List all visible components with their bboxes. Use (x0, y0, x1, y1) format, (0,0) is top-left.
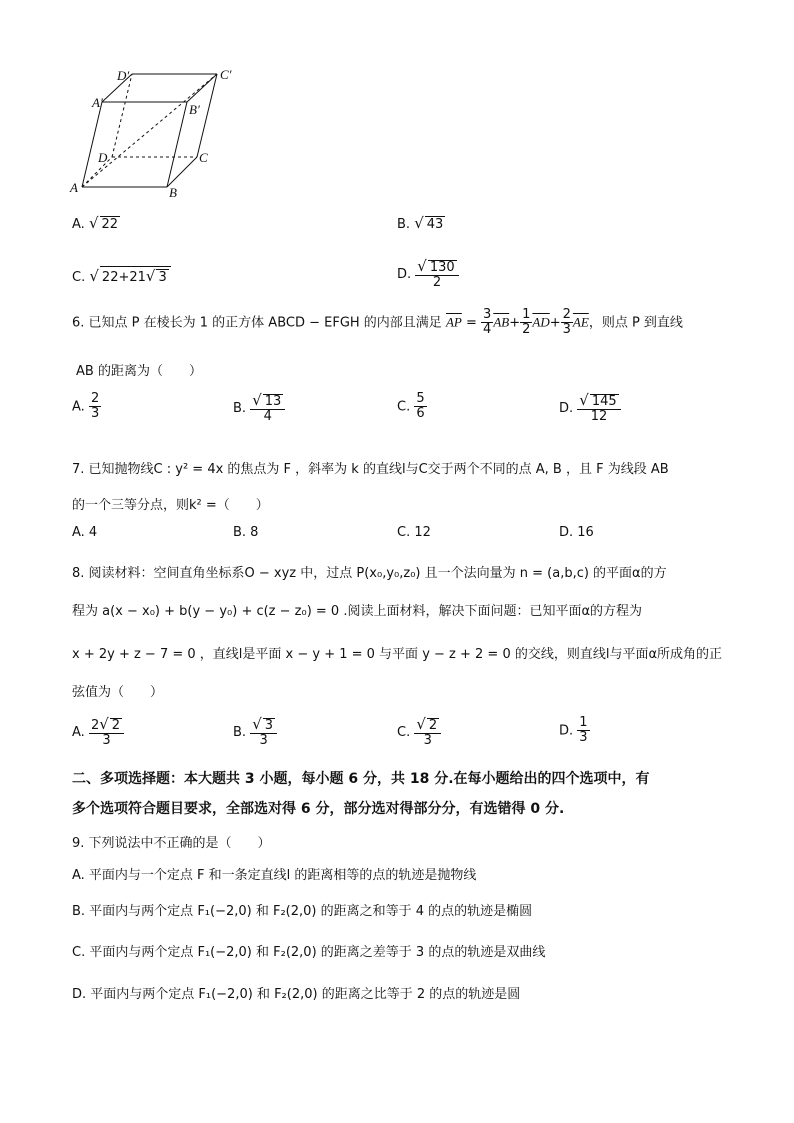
q7-stem-line2: 的一个三等分点，则k² =（ ） (72, 498, 269, 513)
q8-line3: x + 2y + z − 7 = 0 ，直线l是平面 x − y + 1 = 0 与平面 y − z + 2 = 0 的交线，则直线l与平面α所成角的正 (72, 647, 723, 662)
q8-line4: 弦值为（ ） (72, 685, 164, 700)
q8-option-c[interactable]: C. $\frac{√ 2}{3}$ (397, 716, 441, 749)
q7-option-a[interactable]: A. 4 (72, 525, 98, 540)
section2-heading-line1: 二、多项选择题：本大题共 3 小题，每小题 6 分，共 18 分.在每小题给出的四个选项中，有 (72, 771, 650, 787)
label-D: D (98, 150, 108, 165)
section2-heading-line2: 多个选项符合题目要求，全部选对得 6 分，部分选对得部分分，有选错得 0 分. (72, 801, 565, 817)
q9-stem: 9. 下列说法中不正确的是（ ） (72, 836, 271, 851)
label-C1: C′ (220, 67, 232, 82)
q8-option-b[interactable]: B. $\frac{√ 3}{3}$ (233, 716, 277, 749)
label-A: A (70, 180, 78, 195)
label-D1: D′ (117, 68, 130, 83)
q7-stem-line1: 7. 已知抛物线C : y² = 4x 的焦点为 F ，斜率为 k 的直线l与C交于两个不同的点 A, B ，且 F 为线段 AB (72, 462, 669, 477)
q6-stem-line2: AB 的距离为（ ） (76, 364, 202, 379)
parallelepiped-figure (62, 62, 242, 202)
q9-option-b[interactable]: B. 平面内与两个定点 F₁(−2,0) 和 F₂(2,0) 的距离之和等于 4 的点的轨迹是椭圆 (72, 904, 533, 919)
q6-option-a[interactable]: A. $\frac{2}{3}$ (72, 391, 100, 422)
q6-option-b[interactable]: B. $\frac{√ 13}{4}$ (233, 392, 285, 425)
q7-option-b[interactable]: B. 8 (233, 525, 259, 540)
q8-line1: 8. 阅读材料：空间直角坐标系O − xyz 中，过点 P(x₀,y₀,z₀) 且一个法向量为 n = (a,b,c) 的平面α的方 (72, 566, 667, 581)
q8-option-a[interactable]: A. $\frac{2√ 2}{3}$ (72, 716, 124, 749)
q7-option-d[interactable]: D. 16 (559, 525, 594, 540)
q5-option-a[interactable]: A. √ 22 (72, 214, 119, 232)
q9-option-a[interactable]: A. 平面内与一个定点 F 和一条定直线l 的距离相等的点的轨迹是抛物线 (72, 868, 477, 883)
label-C: C (199, 150, 208, 165)
label-B: B (169, 185, 177, 200)
q9-option-c[interactable]: C. 平面内与两个定点 F₁(−2,0) 和 F₂(2,0) 的距离之差等于 3 的点的轨迹是双曲线 (72, 945, 546, 960)
q6-stem-line1: 6. 已知点 P 在棱长为 1 的正方体 ABCD − EFGH 的内部且满足 $\overline{AP}$ = $\frac{3}{4}$ $\overline{AB}+$ $\frac{1}{2}$ $\overline{AD}+$ $\frac{2}{3}$ $\overline{AE}$，则点 P 到直线 (72, 307, 683, 338)
label-B1: B′ (189, 102, 200, 117)
q6-option-d[interactable]: D. $\frac{√ 145}{12}$ (559, 392, 621, 425)
label-A1: A′ (92, 95, 103, 110)
q9-option-d[interactable]: D. 平面内与两个定点 F₁(−2,0) 和 F₂(2,0) 的距离之比等于 2 的点的轨迹是圆 (72, 987, 521, 1002)
q8-line2: 程为 a(x − x₀) + b(y − y₀) + c(z − z₀) = 0 .阅读上面材料，解决下面问题：已知平面α的方程为 (72, 604, 643, 619)
q5-option-d[interactable]: D. $\frac{√ 130}{2}$ (397, 258, 459, 291)
q7-option-c[interactable]: C. 12 (397, 525, 431, 540)
q8-option-d[interactable]: D. $\frac{1}{3}$ (559, 715, 588, 746)
q6-option-c[interactable]: C. $\frac{5}{6}$ (397, 391, 425, 422)
q5-option-b[interactable]: B. √ 43 (397, 214, 444, 232)
q5-option-c[interactable]: C. √ 22+21√ 3 (72, 266, 171, 285)
